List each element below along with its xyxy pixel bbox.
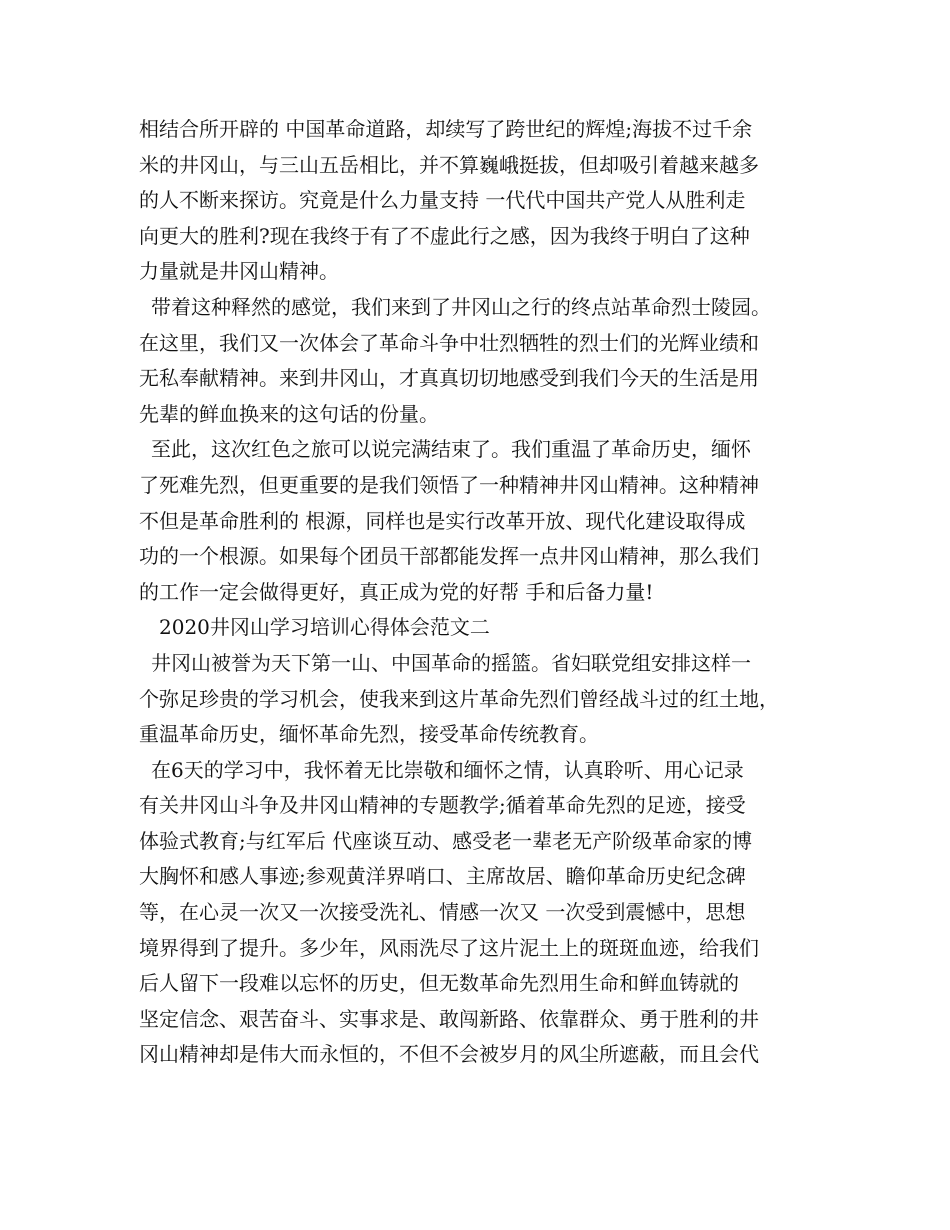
text-line: 体验式教育;与红军后 代座谈互动、感受老一辈老无产阶级革命家的博 bbox=[139, 828, 753, 853]
text-line: 大胸怀和感人事迹;参观黄洋界哨口、主席故居、瞻仰革命历史纪念碑 bbox=[139, 864, 746, 889]
paragraph-start-line: 带着这种释然的感觉，我们来到了井冈山之行的终点站革命烈士陵园。 bbox=[151, 294, 771, 319]
text-line: 了死难先烈，但更重要的是我们领悟了一种精神井冈山精神。这种精神 bbox=[139, 472, 759, 497]
paragraph-start-line: 至此，这次红色之旅可以说完满结束了。我们重温了革命历史，缅怀 bbox=[151, 437, 751, 462]
paragraph-start-line: 井冈山被誉为天下第一山、中国革命的摇篮。省妇联党组安排这样一 bbox=[151, 650, 751, 675]
text-line: 境界得到了提升。多少年，风雨洗尽了这片泥土上的斑斑血迹，给我们 bbox=[139, 935, 759, 960]
text-line: 的人不断来探访。究竟是什么力量支持 一代代中国共产党人从胜利走 bbox=[139, 188, 746, 213]
paragraph-start-line: 在6天的学习中，我怀着无比崇敬和缅怀之情，认真聆听、用心记录 bbox=[151, 757, 744, 782]
text-line: 的工作一定会做得更好，真正成为党的好帮 手和后备力量! bbox=[139, 579, 654, 604]
text-line: 坚定信念、艰苦奋斗、实事求是、敢闯新路、依靠群众、勇于胜利的井 bbox=[139, 1006, 759, 1031]
text-line: 在这里，我们又一次体会了革命斗争中壮烈牺牲的烈士们的光辉业绩和 bbox=[139, 330, 759, 355]
text-line: 功的一个根源。如果每个团员干部都能发挥一点井冈山精神，那么我们 bbox=[139, 544, 759, 569]
document-body bbox=[139, 112, 839, 1073]
text-line: 不但是革命胜利的 根源，同样也是实行改革开放、现代化建设取得成 bbox=[139, 508, 746, 533]
text-line: 后人留下一段难以忘怀的历史，但无数革命先烈用生命和鲜血铸就的 bbox=[139, 971, 739, 996]
text-line: 先辈的鲜血换来的这句话的份量。 bbox=[139, 401, 439, 426]
text-line: 向更大的胜利?现在我终于有了不虚此行之感，因为我终于明白了这种 bbox=[139, 223, 750, 248]
text-line: 重温革命历史，缅怀革命先烈，接受革命传统教育。 bbox=[139, 722, 599, 747]
text-line: 冈山精神却是伟大而永恒的，不但不会被岁月的风尘所遮蔽，而且会代 bbox=[139, 1042, 759, 1067]
text-line: 个弥足珍贵的学习机会，使我来到这片革命先烈们曾经战斗过的红土地， bbox=[139, 686, 779, 711]
text-line: 米的井冈山，与三山五岳相比，并不算巍峨挺拔，但却吸引着越来越多 bbox=[139, 152, 759, 177]
text-line: 无私奉献精神。来到井冈山，才真真切切地感受到我们今天的生活是用 bbox=[139, 366, 759, 391]
text-line: 等，在心灵一次又一次接受洗礼、情感一次又 一次受到震憾中，思想 bbox=[139, 900, 746, 925]
section-heading: 2020井冈山学习培训心得体会范文二 bbox=[159, 615, 490, 640]
text-line: 相结合所开辟的 中国革命道路，却续写了跨世纪的辉煌;海拔不过千余 bbox=[139, 117, 753, 141]
text-line: 力量就是井冈山精神。 bbox=[139, 259, 339, 284]
text-line: 有关井冈山斗争及井冈山精神的专题教学;循着革命先烈的足迹，接受 bbox=[139, 793, 746, 818]
